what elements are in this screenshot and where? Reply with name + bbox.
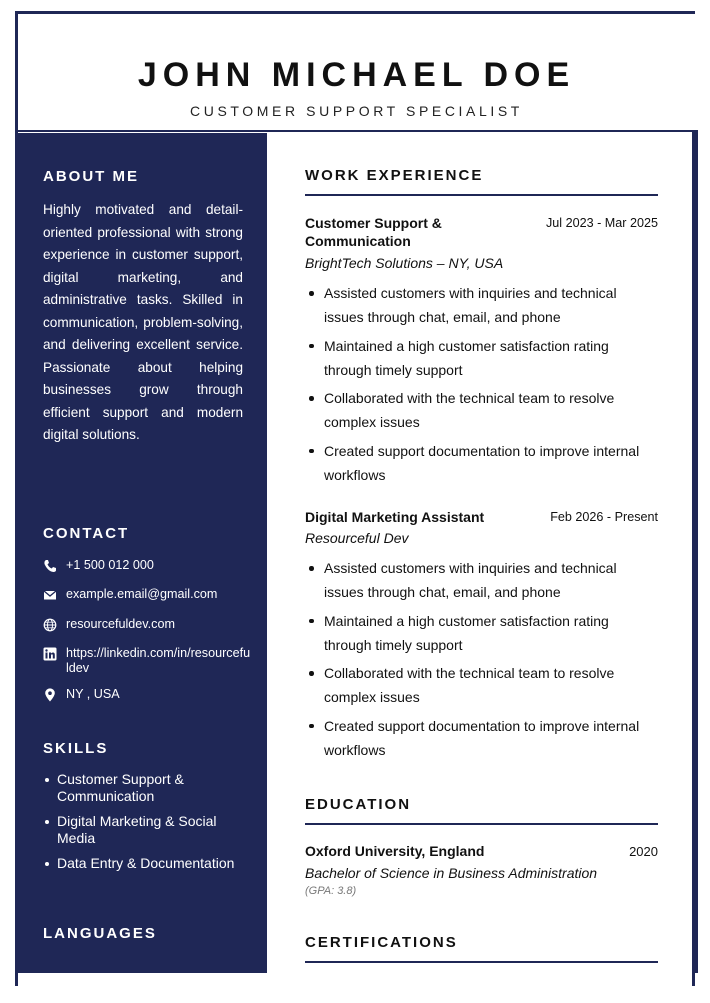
education-degree: Bachelor of Science in Business Administration xyxy=(305,865,598,881)
contact-email[interactable] xyxy=(43,587,251,602)
email-text: example.email@gmail.com xyxy=(66,587,218,601)
job-bullet: Created support documentation to improve internal workflows xyxy=(305,439,650,487)
education-school: Oxford University, England xyxy=(305,843,485,859)
sidebar xyxy=(18,133,267,973)
contact-phone[interactable] xyxy=(43,558,251,573)
contact-website[interactable] xyxy=(43,617,251,632)
job-bullet: Collaborated with the technical team to resolve complex issues xyxy=(305,386,650,434)
job-bullet: Maintained a high customer satisfaction rating through timely support xyxy=(305,609,650,657)
job-dates: Feb 2026 - Present xyxy=(550,510,658,524)
skills-list xyxy=(43,771,248,880)
skills-heading: SKILLS xyxy=(43,740,109,757)
skill-item: Digital Marketing & Social Media xyxy=(43,813,248,847)
education-gpa: (GPA: 3.8) xyxy=(305,885,357,897)
job-bullets xyxy=(305,281,650,491)
location-text: NY , USA xyxy=(66,687,120,701)
job-company: Resourceful Dev xyxy=(305,530,409,546)
job-title: Customer Support & Communication xyxy=(305,215,442,249)
job-bullet: Maintained a high customer satisfaction rating through timely support xyxy=(305,334,650,382)
linkedin-icon xyxy=(43,647,57,661)
about-heading: ABOUT ME xyxy=(43,168,139,185)
certifications-heading: CERTIFICATIONS xyxy=(305,934,658,963)
skill-item: Data Entry & Documentation xyxy=(43,855,248,872)
about-text: Highly motivated and detail-oriented professional with strong experience in customer support, digital marketing, and administrative tasks. Skilled in communication, problem-solving, and delivering excellent service. Passionate about helping businesses grow through efficient support and modern digital solutions. xyxy=(43,202,243,442)
linkedin-text: https://linkedin.com/in/resourcefuldev xyxy=(66,646,251,675)
phone-icon xyxy=(43,559,57,573)
contact-heading: CONTACT xyxy=(43,525,130,542)
contact-location xyxy=(43,687,251,702)
job-bullet: Created support documentation to improve internal workflows xyxy=(305,714,650,762)
job-bullet: Assisted customers with inquiries and technical issues through chat, email, and phone xyxy=(305,281,650,329)
job-bullets xyxy=(305,556,650,766)
job-bullet: Assisted customers with inquiries and technical issues through chat, email, and phone xyxy=(305,556,650,604)
website-text: resourcefuldev.com xyxy=(66,617,175,631)
resume-header xyxy=(18,14,695,132)
right-border xyxy=(695,130,698,973)
mail-icon xyxy=(43,588,57,602)
skill-item: Customer Support & Communication xyxy=(43,771,248,805)
candidate-name: JOHN MICHAEL DOE xyxy=(137,56,576,94)
phone-text: +1 500 012 000 xyxy=(66,558,154,572)
job-dates: Jul 2023 - Mar 2025 xyxy=(545,216,658,230)
education-year: 2020 xyxy=(629,844,658,859)
candidate-title: CUSTOMER SUPPORT SPECIALIST xyxy=(190,103,523,119)
globe-icon xyxy=(43,618,57,632)
work-experience-heading: WORK EXPERIENCE xyxy=(305,167,658,196)
job-title: Digital Marketing Assistant xyxy=(305,509,485,525)
contact-linkedin[interactable] xyxy=(43,646,251,676)
job-bullet: Collaborated with the technical team to resolve complex issues xyxy=(305,661,650,709)
education-heading: EDUCATION xyxy=(305,796,658,825)
location-pin-icon xyxy=(43,688,57,702)
job-company: BrightTech Solutions – NY, USA xyxy=(305,255,504,271)
languages-heading: LANGUAGES xyxy=(43,925,157,942)
